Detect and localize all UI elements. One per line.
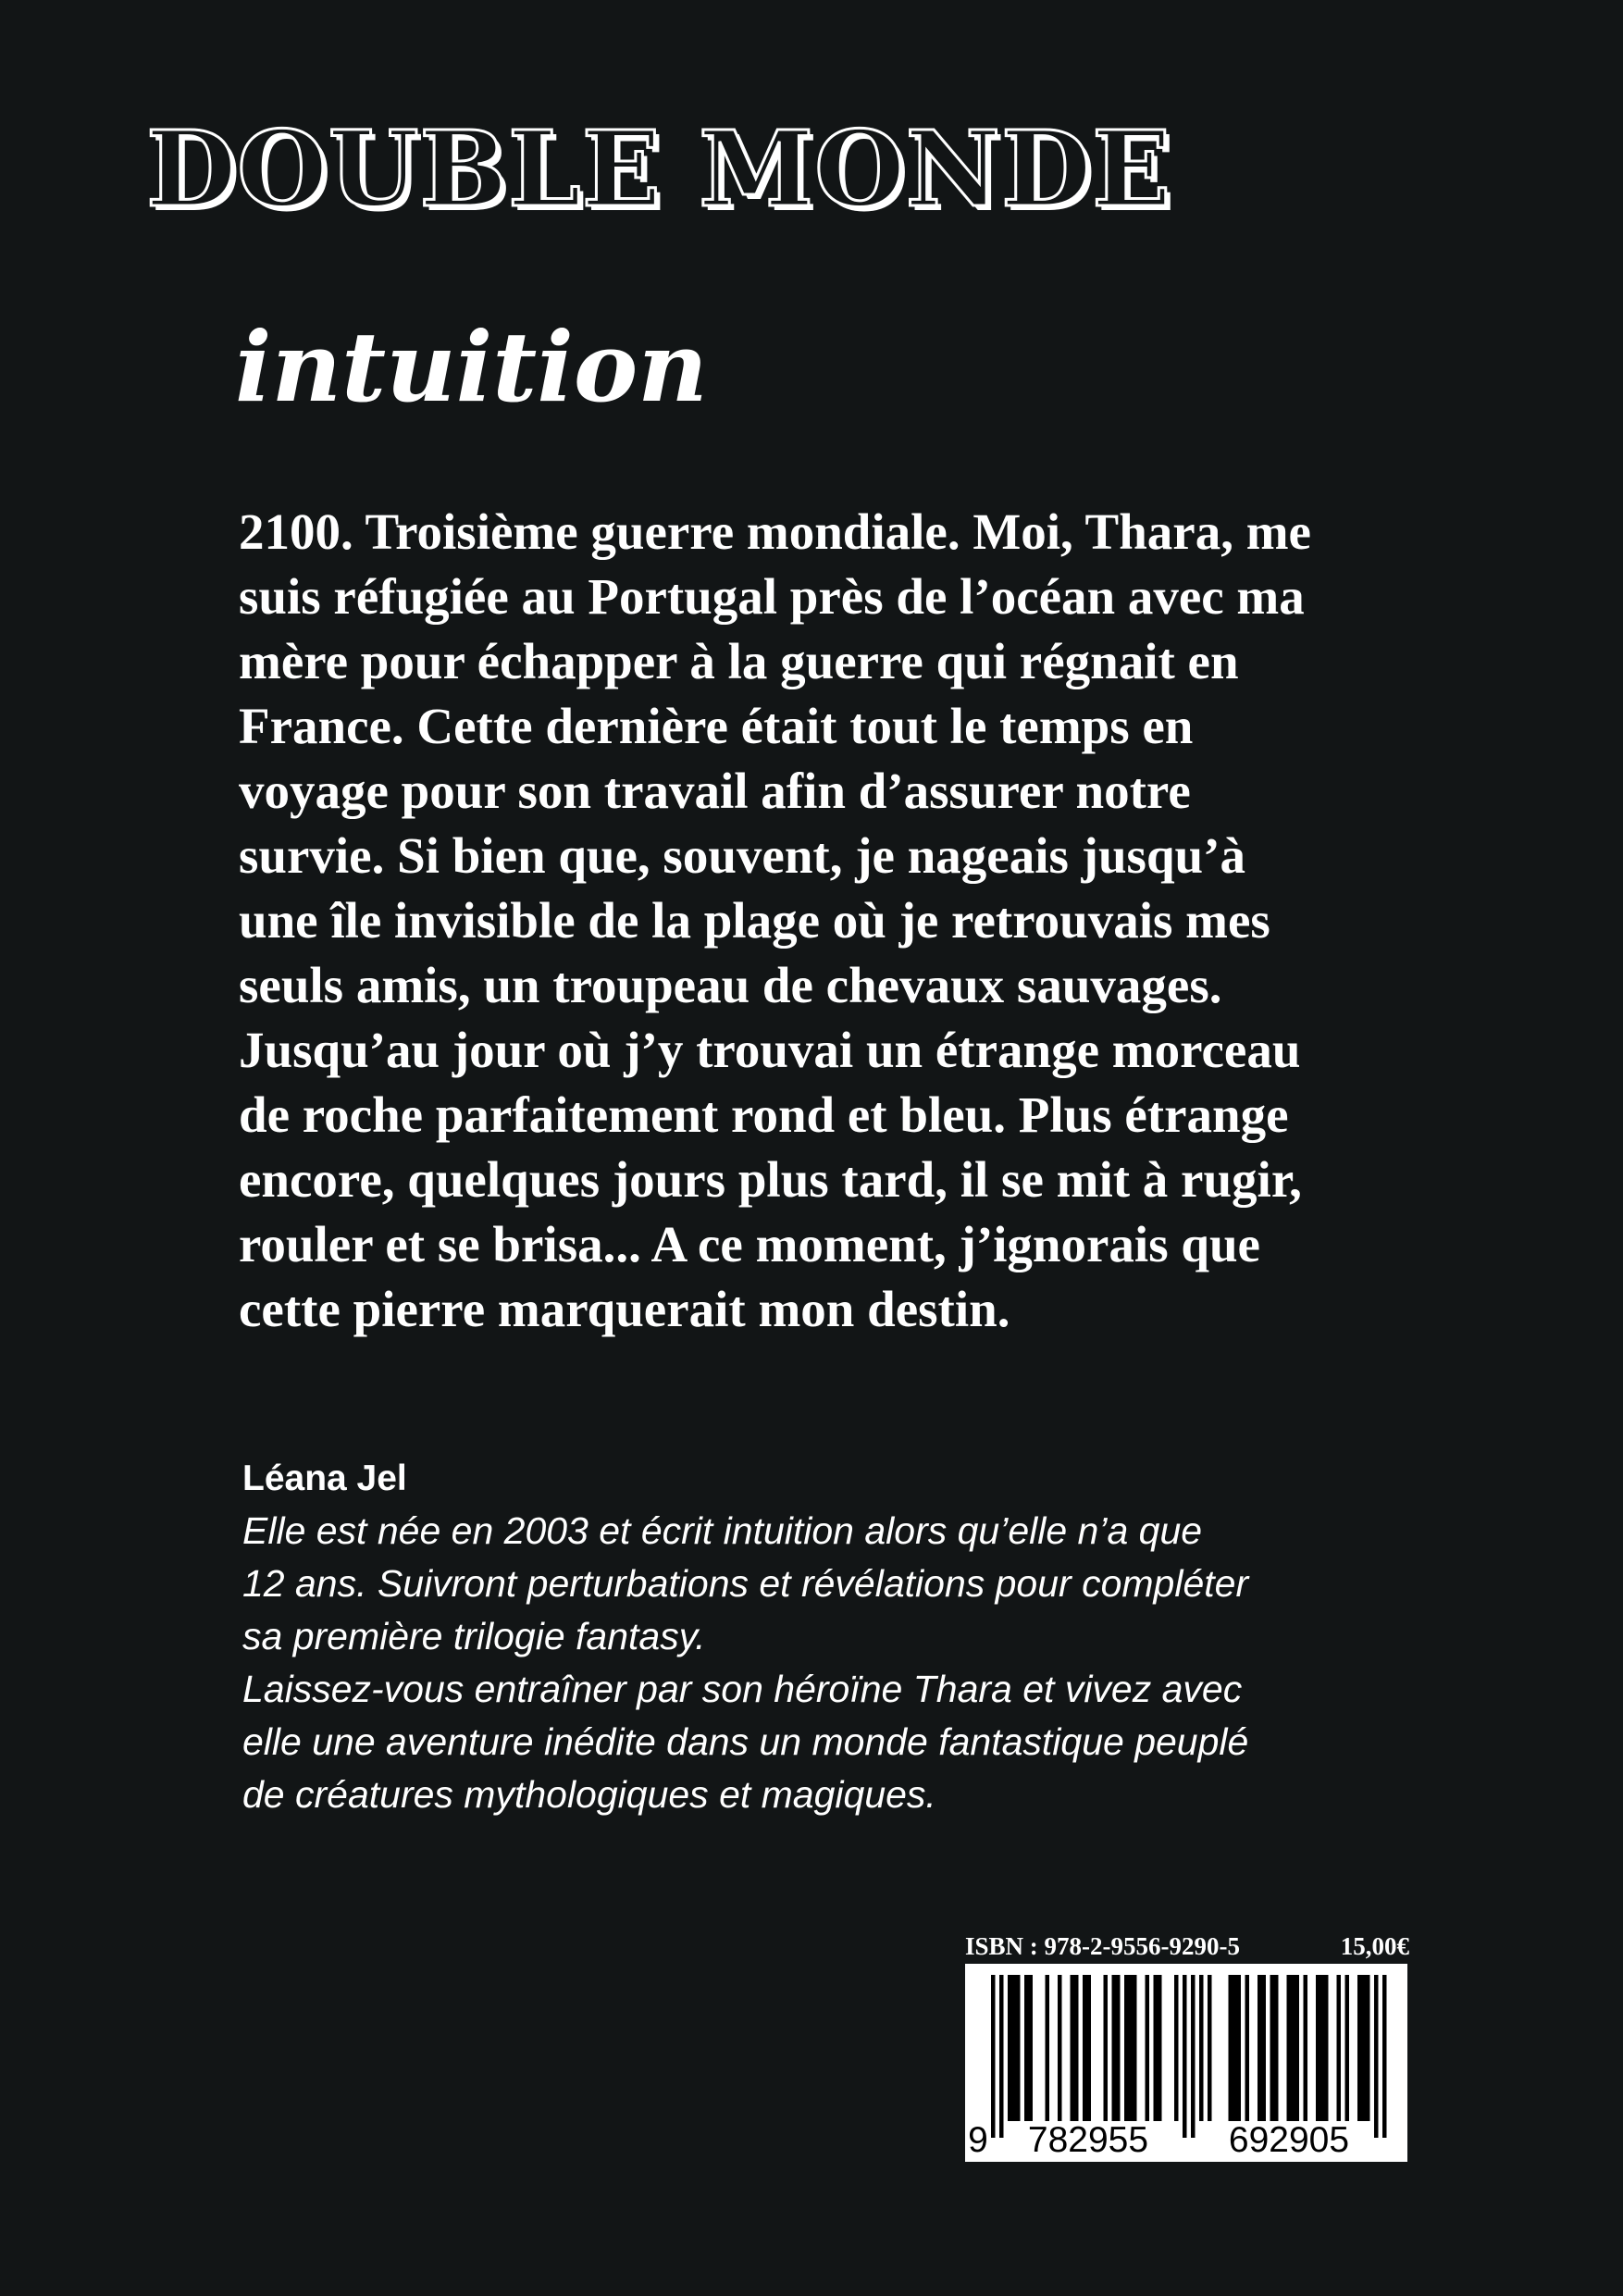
barcode-guard-bar: [1191, 1975, 1196, 2138]
blurb-line: une île invisible de la plage où je retrouvais mes: [239, 892, 1270, 949]
author-bio-line: sa première trilogie fantasy.: [242, 1615, 706, 1657]
barcode-digits-left: 782955: [1027, 2120, 1149, 2160]
blurb-line: Jusqu’au jour où j’y trouvai un étrange morceau: [239, 1022, 1301, 1078]
blurb-line: mère pour échapper à la guerre qui régnait en: [239, 633, 1239, 689]
author-bio-line: 12 ans. Suivront perturbations et révélations pour compléter: [242, 1562, 1249, 1605]
barcode-guard-bar: [1183, 1975, 1187, 2138]
isbn-price-row: [965, 1928, 1409, 1965]
barcode-guard-bar: [991, 1975, 996, 2138]
barcode-guard-bar: [1382, 1975, 1387, 2138]
author-bio-line: Elle est née en 2003 et écrit intuition alors qu’elle n’a que: [242, 1509, 1203, 1552]
blurb-line: rouler et se brisa... A ce moment, j’ignorais que: [239, 1216, 1260, 1272]
author-name: Léana Jel: [242, 1458, 407, 1498]
barcode-bar: [1046, 1975, 1050, 2121]
barcode-digit-lead: 9: [968, 2120, 988, 2160]
isbn-label: ISBN : 978-2-9556-9290-5: [965, 1932, 1240, 1960]
barcode-bar: [1058, 1975, 1062, 2121]
author-bio-line: de créatures mythologiques et magiques.: [242, 1773, 936, 1816]
blurb-line: cette pierre marquerait mon destin.: [239, 1281, 1010, 1337]
author-bio-line: Laissez-vous entraîner par son héroïne Thara et vivez avec: [242, 1668, 1243, 1710]
barcode-bar: [1337, 1975, 1342, 2121]
barcode-bar: [1316, 1975, 1329, 2121]
barcode-bar: [1112, 1975, 1121, 2121]
barcode-bar: [1083, 1975, 1091, 2121]
barcode-bar: [1287, 1975, 1300, 2121]
barcode-bar: [1024, 1975, 1033, 2121]
barcode-digits-right: 692905: [1228, 2120, 1350, 2160]
barcode-bar: [1345, 1975, 1350, 2121]
barcode-bar: [1357, 1975, 1370, 2121]
blurb-line: de roche parfaitement rond et bleu. Plus étrange: [239, 1086, 1289, 1143]
barcode-bar: [1146, 1975, 1150, 2121]
series-title: DOUBLE MONDE: [146, 109, 1172, 230]
blurb-line: voyage pour son travail afin d’assurer notre: [239, 763, 1191, 819]
barcode-guard-bar: [1374, 1975, 1379, 2138]
author-bio-line: elle une aventure inédite dans un monde fantastique peuplé: [242, 1720, 1249, 1763]
barcode-bar: [1104, 1975, 1109, 2121]
price-label: 15,00€: [1340, 1932, 1409, 1960]
barcode-bar: [1258, 1975, 1266, 2121]
back-cover-blurb: [239, 500, 1534, 1342]
barcode-bar: [1071, 1975, 1079, 2121]
book-title: intuition: [235, 310, 708, 424]
blurb-line: suis réfugiée au Portugal près de l’océan avec ma: [239, 568, 1305, 625]
barcode-bar: [1229, 1975, 1242, 2121]
barcode-guard-bar: [999, 1975, 1004, 2138]
barcode-bar: [1154, 1975, 1162, 2121]
barcode-bar: [1270, 1975, 1279, 2121]
barcode-bar: [1245, 1975, 1250, 2121]
barcode-bar: [1008, 1975, 1021, 2121]
barcode-bar: [1199, 1975, 1204, 2121]
blurb-line: seuls amis, un troupeau de chevaux sauvages.: [239, 957, 1222, 1013]
barcode-bar: [1174, 1975, 1179, 2121]
barcode-bars: [991, 1975, 1387, 2138]
barcode-graphic: [965, 1964, 1407, 2162]
blurb-line: encore, quelques jours plus tard, il se mit à rugir,: [239, 1151, 1302, 1208]
blurb-line: survie. Si bien que, souvent, je nageais jusqu’à: [239, 827, 1245, 884]
barcode-bar: [1124, 1975, 1137, 2121]
isbn-barcode: [965, 1964, 1407, 2162]
blurb-line: 2100. Troisième guerre mondiale. Moi, Thara, me: [239, 503, 1311, 560]
barcode-bar: [1208, 1975, 1212, 2121]
barcode-bar: [1304, 1975, 1308, 2121]
blurb-line: France. Cette dernière était tout le temps en: [239, 698, 1194, 754]
author-section: [242, 1453, 1538, 1821]
